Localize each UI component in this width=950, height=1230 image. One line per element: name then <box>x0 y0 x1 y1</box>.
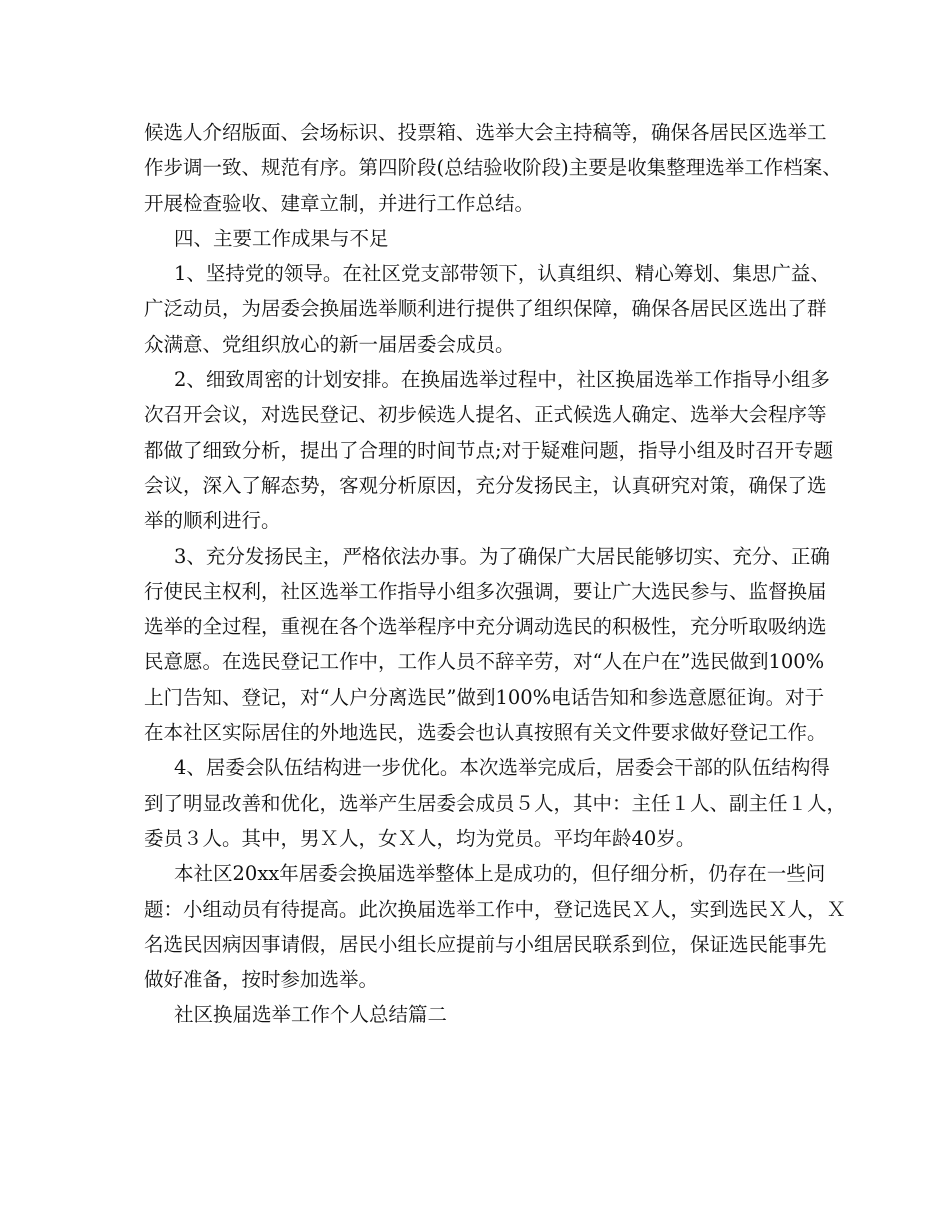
section-heading: 社区换届选举工作个人总结篇二 <box>174 1003 448 1027</box>
text-line: 做好准备，按时参加选举。 <box>144 968 379 992</box>
text-line: 名选民因病因事请假，居民小组长应提前与小组居民联系到位，保证选民能事先 <box>144 932 827 956</box>
text-line: 2、细致周密的计划安排。在换届选举过程中，社区换届选举工作指导小组多 <box>174 368 830 392</box>
text-line: 行使民主权利，社区选举工作指导小组多次强调，要让广大选民参与、监督换届 <box>144 579 827 603</box>
text-line: 会议，深入了解态势，客观分析原因，充分发扬民主，认真研究对策，确保了选 <box>144 473 827 497</box>
text-line: 民意愿。在选民登记工作中，工作人员不辞辛劳，对“人在户在”选民做到100% <box>144 650 825 674</box>
text-line: 1、坚持党的领导。在社区党支部带领下，认真组织、精心筹划、集思广益、 <box>174 262 830 286</box>
text-line: 作步调一致、规范有序。第四阶段(总结验收阶段)主要是收集整理选举工作档案、 <box>144 156 842 180</box>
text-line: 上门告知、登记，对“人户分离选民”做到100%电话告知和参选意愿征询。对于 <box>144 685 825 709</box>
text-line: 到了明显改善和优化，选举产生居委会成员５人，其中：主任１人、副主任１人， <box>144 791 847 815</box>
text-line: 题：小组动员有待提高。此次换届选举工作中，登记选民Ｘ人，实到选民Ｘ人，Ｘ <box>144 897 847 921</box>
text-line: 委员３人。其中，男Ｘ人，女Ｘ人，均为党员。平均年龄40岁。 <box>144 826 696 850</box>
document-body <box>144 115 847 1033</box>
text-line: 候选人介绍版面、会场标识、投票箱、选举大会主持稿等，确保各居民区选举工 <box>144 121 827 144</box>
section-heading: 四、主要工作成果与不足 <box>174 226 389 250</box>
text-line: 举的顺利进行。 <box>144 509 281 533</box>
text-line: 选举的全过程，重视在各个选举程序中充分调动选民的积极性，充分听取吸纳选 <box>144 615 827 639</box>
text-line: 次召开会议，对选民登记、初步候选人提名、正式候选人确定、选举大会程序等 <box>144 403 827 427</box>
text-line: 广泛动员，为居委会换届选举顺利进行提供了组织保障，确保各居民区选出了群 <box>144 297 827 321</box>
text-line: 众满意、党组织放心的新一届居委会成员。 <box>144 332 515 356</box>
text-line: 4、居委会队伍结构进一步优化。本次选举完成后，居委会干部的队伍结构得 <box>174 756 830 780</box>
text-line: 本社区20xx年居委会换届选举整体上是成功的，但仔细分析，仍存在一些问 <box>174 862 826 886</box>
text-line: 开展检查验收、建章立制，并进行工作总结。 <box>144 191 535 215</box>
text-line: 3、充分发扬民主，严格依法办事。为了确保广大居民能够切实、充分、正确 <box>174 544 830 568</box>
text-line: 都做了细致分析，提出了合理的时间节点;对于疑难问题，指导小组及时召开专题 <box>144 438 834 462</box>
text-line: 在本社区实际居住的外地选民，选委会也认真按照有关文件要求做好登记工作。 <box>144 721 827 745</box>
